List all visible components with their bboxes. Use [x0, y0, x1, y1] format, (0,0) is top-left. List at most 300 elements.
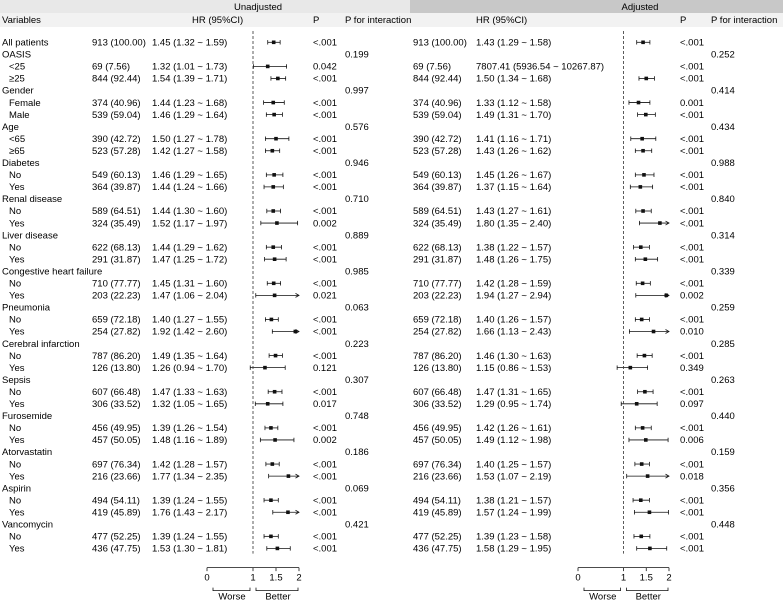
adjusted-p-value: <.001 — [680, 145, 705, 157]
adjusted-hr-point — [652, 330, 656, 334]
unadjusted-n-percent: 419 (45.89) — [92, 507, 141, 519]
adjusted-p-interaction: 0.259 — [711, 302, 735, 314]
adjusted-hr-text: 1.29 (0.95 ~ 1.74) — [476, 399, 552, 410]
unadjusted-hr-text: 1.76 (1.43 ~ 2.17) — [152, 507, 228, 519]
adjusted-better-label: Better — [635, 591, 661, 603]
adjusted-p-interaction: 0.988 — [711, 158, 735, 169]
unadjusted-p-value: <.001 — [313, 254, 338, 266]
adjusted-hr-text: 1.47 (1.31 ~ 1.65) — [476, 386, 552, 398]
unadjusted-tick-label: 2 — [296, 572, 302, 584]
adjusted-p-interaction: 0.314 — [711, 230, 735, 242]
adjusted-hr-text: 1.42 (1.26 ~ 1.61) — [476, 423, 552, 435]
adjusted-p-value: <.001 — [680, 543, 705, 555]
row-label: Yes — [9, 507, 25, 519]
adjusted-p-interaction: 0.252 — [711, 49, 735, 61]
unadjusted-p-value: <.001 — [313, 182, 338, 194]
unadjusted-hr-text: 1.46 (1.29 ~ 1.64) — [152, 109, 228, 121]
group-header-adjusted: Adjusted — [621, 2, 659, 13]
unadjusted-hr-point — [269, 535, 273, 539]
unadjusted-p-value: <.001 — [313, 37, 338, 49]
adjusted-hr-point — [644, 438, 648, 442]
adjusted-hr-text: 1.15 (0.86 ~ 1.53) — [476, 362, 552, 374]
unadjusted-hr-text: 1.54 (1.39 ~ 1.71) — [152, 73, 228, 85]
row-label: Yes — [9, 543, 25, 555]
adjusted-n-percent: 844 (92.44) — [413, 73, 462, 85]
adjusted-n-percent: 539 (59.04) — [413, 109, 462, 121]
adjusted-hr-point — [648, 547, 652, 551]
unadjusted-hr-point — [275, 221, 279, 225]
unadjusted-n-percent: 374 (40.96) — [92, 97, 141, 109]
unadjusted-p-interaction: 0.223 — [345, 338, 369, 350]
unadjusted-n-percent: 126 (13.80) — [92, 362, 141, 374]
row-label: Gender — [2, 85, 34, 97]
col-header-p-unadjusted: P — [313, 15, 320, 26]
row-label: Yes — [9, 399, 25, 410]
adjusted-hr-point — [635, 402, 639, 406]
adjusted-p-value: <.001 — [680, 206, 705, 218]
adjusted-n-percent: 494 (54.11) — [413, 495, 461, 507]
unadjusted-hr-point — [269, 426, 273, 430]
unadjusted-n-percent: 456 (49.95) — [92, 423, 141, 435]
row-label: Cerebral infarction — [2, 338, 80, 350]
adjusted-tick-label: 1.5 — [639, 572, 653, 584]
adjusted-n-percent: 216 (23.66) — [413, 471, 462, 483]
row-label: Atorvastatin — [2, 447, 53, 459]
unadjusted-p-interaction: 0.069 — [345, 483, 369, 495]
adjusted-n-percent: 549 (60.13) — [413, 170, 462, 182]
adjusted-hr-point — [641, 41, 645, 45]
adjusted-hr-text: 1.37 (1.15 ~ 1.64) — [476, 182, 552, 194]
row-label: Female — [9, 97, 41, 109]
adjusted-p-interaction: 0.448 — [711, 519, 735, 531]
unadjusted-tick-label: 1 — [250, 572, 256, 584]
unadjusted-p-interaction: 0.710 — [345, 194, 369, 206]
unadjusted-n-percent: 494 (54.11) — [92, 495, 140, 507]
row-label: No — [9, 531, 22, 543]
unadjusted-hr-point — [266, 65, 270, 69]
row-label: No — [9, 206, 22, 218]
unadjusted-p-value: <.001 — [313, 386, 338, 398]
adjusted-p-value: <.001 — [680, 170, 705, 182]
unadjusted-p-value: <.001 — [313, 314, 338, 326]
unadjusted-p-value: <.001 — [313, 423, 338, 435]
unadjusted-hr-point — [274, 137, 278, 141]
adjusted-n-percent: 291 (31.87) — [413, 254, 462, 266]
row-label: Congestive heart failure — [2, 266, 103, 278]
unadjusted-p-interaction: 0.199 — [345, 49, 369, 61]
unadjusted-hr-point — [272, 113, 276, 117]
unadjusted-p-value: <.001 — [313, 471, 338, 483]
unadjusted-n-percent: 913 (100.00) — [92, 37, 146, 49]
adjusted-p-value: <.001 — [680, 507, 705, 519]
adjusted-hr-text: 1.49 (1.12 ~ 1.98) — [476, 435, 552, 447]
row-label: No — [9, 350, 22, 362]
unadjusted-p-interaction: 0.186 — [345, 447, 369, 459]
unadjusted-n-percent: 436 (47.75) — [92, 543, 141, 555]
unadjusted-p-interaction: 0.946 — [345, 158, 369, 169]
unadjusted-n-percent: 291 (31.87) — [92, 254, 141, 266]
row-label: Yes — [9, 435, 25, 447]
adjusted-p-interaction: 0.339 — [711, 266, 735, 278]
adjusted-header-band — [410, 0, 783, 13]
row-label: Age — [2, 121, 19, 133]
unadjusted-hr-text: 1.52 (1.17 ~ 1.97) — [152, 218, 228, 230]
unadjusted-n-percent: 844 (92.44) — [92, 73, 141, 85]
adjusted-p-value: <.001 — [680, 495, 705, 507]
adjusted-n-percent: 787 (86.20) — [413, 350, 462, 362]
row-label: No — [9, 386, 22, 398]
adjusted-hr-text: 1.45 (1.26 ~ 1.67) — [476, 170, 552, 182]
unadjusted-hr-text: 1.45 (1.31 ~ 1.60) — [152, 278, 228, 290]
adjusted-p-interaction: 0.414 — [711, 85, 735, 97]
adjusted-hr-point — [642, 173, 646, 177]
unadjusted-n-percent: 787 (86.20) — [92, 350, 141, 362]
col-header-pint-unadjusted: P for interaction — [345, 15, 412, 26]
unadjusted-hr-text: 1.40 (1.27 ~ 1.55) — [152, 314, 228, 326]
adjusted-p-value: 0.097 — [680, 399, 704, 410]
unadjusted-hr-text: 1.46 (1.29 ~ 1.65) — [152, 170, 228, 182]
row-label: OASIS — [2, 49, 32, 61]
adjusted-n-percent: 913 (100.00) — [413, 37, 467, 49]
adjusted-p-interaction: 0.840 — [711, 194, 735, 206]
unadjusted-p-value: <.001 — [313, 531, 338, 543]
adjusted-hr-point — [640, 318, 644, 322]
adjusted-p-value: 0.001 — [680, 97, 704, 109]
unadjusted-p-value: <.001 — [313, 73, 338, 85]
adjusted-p-interaction: 0.263 — [711, 374, 735, 386]
adjusted-hr-point — [643, 390, 647, 394]
unadjusted-hr-point — [294, 330, 298, 334]
unadjusted-hr-text: 1.44 (1.29 ~ 1.62) — [152, 242, 228, 254]
unadjusted-hr-point — [273, 294, 277, 298]
adjusted-better-bracket — [627, 588, 669, 591]
adjusted-n-percent: 477 (52.25) — [413, 531, 462, 543]
adjusted-hr-point — [644, 113, 648, 117]
unadjusted-p-value: 0.121 — [313, 362, 337, 374]
adjusted-hr-point — [646, 474, 650, 478]
adjusted-worse-label: Worse — [589, 591, 617, 603]
unadjusted-n-percent: 457 (50.05) — [92, 435, 141, 447]
unadjusted-p-value: <.001 — [313, 495, 338, 507]
unadjusted-hr-point — [271, 245, 275, 249]
adjusted-hr-point — [664, 294, 668, 298]
adjusted-hr-text: 1.94 (1.27 ~ 2.94) — [476, 290, 552, 302]
adjusted-n-percent: 523 (57.28) — [413, 145, 462, 157]
unadjusted-p-value: <.001 — [313, 145, 338, 157]
row-label: No — [9, 314, 22, 326]
unadjusted-p-value: <.001 — [313, 278, 338, 290]
unadjusted-hr-text: 1.39 (1.24 ~ 1.55) — [152, 495, 228, 507]
row-label: Yes — [9, 471, 25, 483]
unadjusted-hr-point — [276, 547, 280, 551]
adjusted-hr-text: 1.53 (1.07 ~ 2.19) — [476, 471, 552, 483]
adjusted-n-percent: 69 (7.56) — [413, 61, 452, 73]
adjusted-p-value: 0.349 — [680, 362, 704, 374]
unadjusted-p-interaction: 0.748 — [345, 411, 369, 423]
unadjusted-p-value: <.001 — [313, 543, 338, 555]
unadjusted-p-value: 0.002 — [313, 435, 337, 447]
unadjusted-hr-text: 1.53 (1.30 ~ 1.81) — [152, 543, 228, 555]
unadjusted-p-value: 0.021 — [313, 290, 337, 302]
adjusted-worse-bracket — [584, 588, 621, 591]
row-label: Diabetes — [2, 158, 40, 169]
unadjusted-hr-point — [272, 282, 276, 286]
adjusted-p-value: 0.018 — [680, 471, 704, 483]
unadjusted-n-percent: 539 (59.04) — [92, 109, 141, 121]
adjusted-hr-text: 1.46 (1.30 ~ 1.63) — [476, 350, 552, 362]
col-header-hr-unadjusted: HR (95%CI) — [192, 15, 244, 26]
row-label: ≥65 — [9, 145, 25, 157]
row-label: <65 — [9, 133, 26, 145]
row-label: <25 — [9, 61, 26, 73]
col-header-hr-adjusted: HR (95%CI) — [476, 15, 528, 26]
row-label: Furosemide — [2, 411, 53, 423]
unadjusted-hr-text: 1.44 (1.23 ~ 1.68) — [152, 97, 228, 109]
unadjusted-p-value: 0.017 — [313, 399, 337, 410]
adjusted-n-percent: 607 (66.48) — [413, 386, 462, 398]
adjusted-hr-text: 1.42 (1.28 ~ 1.59) — [476, 278, 552, 290]
adjusted-p-value: <.001 — [680, 109, 705, 121]
unadjusted-hr-point — [271, 101, 275, 105]
unadjusted-p-interaction: 0.997 — [345, 85, 369, 97]
unadjusted-hr-text: 1.39 (1.26 ~ 1.54) — [152, 423, 228, 435]
unadjusted-hr-text: 1.47 (1.33 ~ 1.63) — [152, 386, 228, 398]
unadjusted-p-interaction: 0.307 — [345, 374, 369, 386]
unadjusted-p-value: <.001 — [313, 97, 338, 109]
unadjusted-p-value: <.001 — [313, 242, 338, 254]
unadjusted-hr-point — [271, 149, 275, 153]
unadjusted-hr-text: 1.47 (1.06 ~ 2.04) — [152, 290, 228, 302]
adjusted-n-percent: 697 (76.34) — [413, 459, 462, 471]
unadjusted-n-percent: 697 (76.34) — [92, 459, 141, 471]
adjusted-p-value: <.001 — [680, 218, 705, 230]
row-label: Yes — [9, 290, 25, 302]
adjusted-p-value: <.001 — [680, 459, 705, 471]
row-label: No — [9, 242, 22, 254]
adjusted-hr-point — [640, 462, 644, 466]
unadjusted-hr-text: 1.39 (1.24 ~ 1.55) — [152, 531, 228, 543]
unadjusted-n-percent: 203 (22.23) — [92, 290, 141, 302]
unadjusted-p-interaction: 0.063 — [345, 302, 369, 314]
adjusted-n-percent: 659 (72.18) — [413, 314, 462, 326]
unadjusted-hr-text: 1.42 (1.27 ~ 1.58) — [152, 145, 228, 157]
unadjusted-p-interaction: 0.576 — [345, 121, 369, 133]
adjusted-p-interaction: 0.440 — [711, 411, 735, 423]
unadjusted-p-interaction: 0.985 — [345, 266, 369, 278]
unadjusted-hr-text: 1.50 (1.27 ~ 1.78) — [152, 133, 228, 145]
row-label: Yes — [9, 182, 25, 194]
unadjusted-hr-text: 1.47 (1.25 ~ 1.72) — [152, 254, 228, 266]
adjusted-hr-point — [637, 101, 641, 105]
adjusted-hr-point — [644, 257, 648, 261]
unadjusted-hr-text: 1.26 (0.94 ~ 1.70) — [152, 362, 228, 374]
unadjusted-n-percent: 69 (7.56) — [92, 61, 131, 73]
adjusted-hr-text: 1.43 (1.27 ~ 1.61) — [476, 206, 552, 218]
adjusted-hr-point — [643, 354, 647, 358]
adjusted-p-value: <.001 — [680, 386, 705, 398]
adjusted-hr-point — [641, 149, 645, 153]
unadjusted-hr-point — [271, 462, 275, 466]
row-label: Pneumonia — [2, 302, 51, 314]
adjusted-n-percent: 203 (22.23) — [413, 290, 462, 302]
adjusted-p-value: <.001 — [680, 182, 705, 194]
adjusted-p-value: <.001 — [680, 314, 705, 326]
adjusted-p-value: <.001 — [680, 37, 705, 49]
adjusted-n-percent: 436 (47.75) — [413, 543, 462, 555]
adjusted-n-percent: 589 (64.51) — [413, 206, 462, 218]
unadjusted-hr-point — [263, 366, 267, 370]
adjusted-n-percent: 390 (42.72) — [413, 133, 462, 145]
unadjusted-n-percent: 216 (23.66) — [92, 471, 141, 483]
row-label: Yes — [9, 254, 25, 266]
unadjusted-hr-text: 1.32 (1.05 ~ 1.65) — [152, 399, 228, 410]
unadjusted-worse-bracket — [213, 588, 250, 591]
row-label: No — [9, 423, 22, 435]
adjusted-p-value: <.001 — [680, 61, 705, 73]
unadjusted-worse-label: Worse — [218, 591, 246, 603]
adjusted-hr-point — [640, 137, 644, 141]
row-label: Vancomycin — [2, 519, 54, 531]
unadjusted-hr-text: 1.44 (1.24 ~ 1.66) — [152, 182, 228, 194]
row-label: ≥25 — [9, 73, 25, 85]
adjusted-p-value: 0.002 — [680, 290, 704, 302]
unadjusted-hr-point — [273, 390, 277, 394]
adjusted-hr-point — [641, 426, 645, 430]
unadjusted-n-percent: 589 (64.51) — [92, 206, 141, 218]
unadjusted-hr-text: 1.77 (1.34 ~ 2.35) — [152, 471, 228, 483]
adjusted-n-percent: 457 (50.05) — [413, 435, 462, 447]
col-header-p-adjusted: P — [680, 15, 687, 26]
adjusted-n-percent: 254 (27.82) — [413, 326, 462, 338]
unadjusted-hr-point — [272, 173, 276, 177]
unadjusted-p-value: <.001 — [313, 507, 338, 519]
adjusted-p-value: <.001 — [680, 133, 705, 145]
unadjusted-n-percent: 549 (60.13) — [92, 170, 141, 182]
adjusted-p-interaction: 0.159 — [711, 447, 735, 459]
group-header-unadjusted: Unadjusted — [233, 2, 283, 13]
adjusted-hr-point — [641, 209, 645, 213]
adjusted-p-value: <.001 — [680, 242, 705, 254]
unadjusted-p-value: <.001 — [313, 133, 338, 145]
unadjusted-p-value: <.001 — [313, 350, 338, 362]
adjusted-hr-point — [639, 245, 643, 249]
row-label: Yes — [9, 326, 25, 338]
adjusted-p-value: 0.010 — [680, 326, 704, 338]
adjusted-hr-point — [639, 498, 643, 502]
unadjusted-n-percent: 659 (72.18) — [92, 314, 141, 326]
adjusted-tick-label: 2 — [666, 572, 672, 584]
unadjusted-hr-text: 1.44 (1.30 ~ 1.60) — [152, 206, 228, 218]
unadjusted-p-interaction: 0.421 — [345, 519, 369, 531]
adjusted-tick-label: 0 — [575, 572, 581, 584]
adjusted-hr-text: 7807.41 (5936.54 ~ 10267.87) — [476, 61, 605, 73]
unadjusted-tick-label: 0 — [204, 572, 210, 584]
adjusted-hr-text: 1.50 (1.34 ~ 1.68) — [476, 73, 552, 85]
row-label: Sepsis — [2, 374, 31, 386]
adjusted-hr-text: 1.38 (1.22 ~ 1.57) — [476, 242, 552, 254]
unadjusted-hr-point — [273, 257, 277, 261]
unadjusted-p-value: <.001 — [313, 170, 338, 182]
unadjusted-better-bracket — [256, 588, 298, 591]
row-label: No — [9, 170, 22, 182]
row-label: Renal disease — [2, 194, 63, 206]
adjusted-hr-point — [648, 510, 652, 514]
row-label: Male — [9, 109, 30, 121]
adjusted-p-value: <.001 — [680, 278, 705, 290]
unadjusted-hr-point — [266, 402, 270, 406]
adjusted-p-value: 0.006 — [680, 435, 704, 447]
unadjusted-hr-point — [273, 438, 277, 442]
unadjusted-hr-point — [271, 185, 275, 189]
adjusted-hr-text: 1.41 (1.16 ~ 1.71) — [476, 133, 552, 145]
adjusted-n-percent: 306 (33.52) — [413, 399, 462, 410]
unadjusted-hr-text: 1.48 (1.16 ~ 1.89) — [152, 435, 228, 447]
unadjusted-p-value: <.001 — [313, 326, 338, 338]
unadjusted-hr-point — [287, 474, 291, 478]
unadjusted-n-percent: 306 (33.52) — [92, 399, 141, 410]
unadjusted-p-value: <.001 — [313, 459, 338, 471]
adjusted-hr-text: 1.80 (1.35 ~ 2.40) — [476, 218, 552, 230]
adjusted-n-percent: 710 (77.77) — [413, 278, 462, 290]
row-label: Yes — [9, 362, 25, 374]
row-label: No — [9, 459, 22, 471]
unadjusted-n-percent: 364 (39.87) — [92, 182, 141, 194]
adjusted-hr-text: 1.43 (1.29 ~ 1.58) — [476, 37, 552, 49]
unadjusted-tick-label: 1.5 — [269, 572, 283, 584]
adjusted-n-percent: 456 (49.95) — [413, 423, 462, 435]
adjusted-p-value: <.001 — [680, 254, 705, 266]
unadjusted-n-percent: 477 (52.25) — [92, 531, 141, 543]
unadjusted-hr-text: 1.92 (1.42 ~ 2.60) — [152, 326, 228, 338]
adjusted-p-value: <.001 — [680, 73, 705, 85]
row-label: Yes — [9, 218, 25, 230]
unadjusted-hr-text: 1.42 (1.28 ~ 1.57) — [152, 459, 228, 471]
adjusted-n-percent: 374 (40.96) — [413, 97, 462, 109]
unadjusted-hr-point — [270, 318, 274, 322]
col-header-variables: Variables — [2, 15, 41, 26]
adjusted-p-value: <.001 — [680, 423, 705, 435]
row-label: All patients — [2, 37, 49, 49]
unadjusted-hr-text: 1.32 (1.01 ~ 1.73) — [152, 61, 228, 73]
unadjusted-n-percent: 622 (68.13) — [92, 242, 141, 254]
adjusted-p-interaction: 0.285 — [711, 338, 735, 350]
unadjusted-better-label: Better — [265, 591, 291, 603]
unadjusted-p-value: 0.042 — [313, 61, 337, 73]
adjusted-hr-text: 1.40 (1.26 ~ 1.57) — [476, 314, 552, 326]
adjusted-hr-point — [639, 535, 643, 539]
unadjusted-hr-point — [271, 209, 275, 213]
adjusted-p-interaction: 0.356 — [711, 483, 735, 495]
unadjusted-hr-text: 1.45 (1.32 ~ 1.59) — [152, 37, 228, 49]
unadjusted-n-percent: 607 (66.48) — [92, 386, 141, 398]
adjusted-n-percent: 126 (13.80) — [413, 362, 462, 374]
unadjusted-hr-point — [269, 498, 273, 502]
adjusted-hr-text: 1.58 (1.29 ~ 1.95) — [476, 543, 552, 555]
unadjusted-p-value: <.001 — [313, 206, 338, 218]
unadjusted-n-percent: 710 (77.77) — [92, 278, 141, 290]
adjusted-hr-text: 1.66 (1.13 ~ 2.43) — [476, 326, 552, 338]
adjusted-hr-point — [629, 366, 633, 370]
adjusted-n-percent: 324 (35.49) — [413, 218, 462, 230]
adjusted-n-percent: 364 (39.87) — [413, 182, 462, 194]
unadjusted-n-percent: 390 (42.72) — [92, 133, 141, 145]
adjusted-hr-text: 1.43 (1.26 ~ 1.62) — [476, 145, 552, 157]
unadjusted-n-percent: 523 (57.28) — [92, 145, 141, 157]
adjusted-hr-text: 1.38 (1.21 ~ 1.57) — [476, 495, 552, 507]
adjusted-hr-point — [644, 77, 648, 81]
unadjusted-p-interaction: 0.889 — [345, 230, 369, 242]
adjusted-n-percent: 419 (45.89) — [413, 507, 462, 519]
